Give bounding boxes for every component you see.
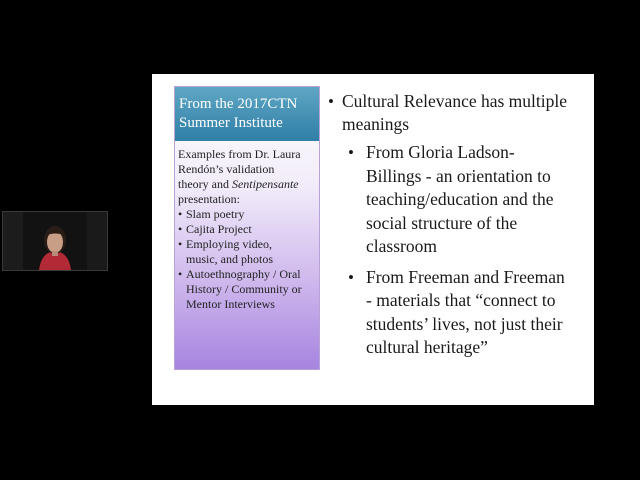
bullet-line: social structure of the <box>366 212 518 233</box>
examples-intro <box>178 147 318 207</box>
participant-video-tile[interactable] <box>2 211 108 271</box>
list-item-line: Mentor Interviews <box>186 297 275 311</box>
list-item-line: History / Community or <box>186 282 302 296</box>
bullet-line: classroom <box>366 236 437 256</box>
examples-box <box>174 86 320 370</box>
bullet-line: Billings - an orientation to <box>366 165 551 186</box>
presentation-slide <box>152 74 594 405</box>
slide-main-content <box>328 90 590 360</box>
examples-list <box>178 207 318 312</box>
bullet-line: students’ lives, not just their <box>366 313 563 334</box>
sub-bullet-ladson-billings <box>328 141 590 259</box>
bullet-line: cultural heritage” <box>366 337 488 357</box>
bullet-line: • From Gloria Ladson- <box>366 142 515 162</box>
main-bullet <box>328 90 590 136</box>
examples-box-header <box>175 87 319 141</box>
bullet-line: meanings <box>342 114 410 134</box>
list-item-line: • Autoethnography / Oral <box>186 267 301 281</box>
examples-box-body <box>178 147 318 312</box>
list-item <box>178 267 318 312</box>
list-item <box>178 237 318 267</box>
intro-line <box>178 177 318 192</box>
intro-line: Examples from Dr. Laura <box>178 147 301 161</box>
list-item-line: • Employing video, <box>186 237 272 251</box>
bullet-line: • From Freeman and Freeman <box>366 266 565 287</box>
bullet-line: - materials that “connect to <box>366 290 556 310</box>
list-item-line: music, and photos <box>186 252 273 266</box>
intro-line: Rendón’s validation <box>178 162 275 176</box>
intro-italic-term: Sentipensante <box>231 177 299 191</box>
header-line: Summer Institute <box>179 115 283 131</box>
list-item <box>178 207 318 222</box>
intro-line: presentation: <box>178 192 240 206</box>
header-line: From the 2017CTN <box>179 96 298 112</box>
bullet-line: • Cultural Relevance has multiple <box>342 91 568 111</box>
list-item-line: • Cajita Project <box>186 222 252 236</box>
list-item <box>178 222 318 237</box>
participant-video-icon <box>3 212 107 270</box>
list-item-line: • Slam poetry <box>186 207 245 221</box>
bullet-line: teaching/education and the <box>366 189 554 209</box>
intro-text: theory and <box>178 177 232 191</box>
sub-bullet-freeman <box>328 266 590 360</box>
